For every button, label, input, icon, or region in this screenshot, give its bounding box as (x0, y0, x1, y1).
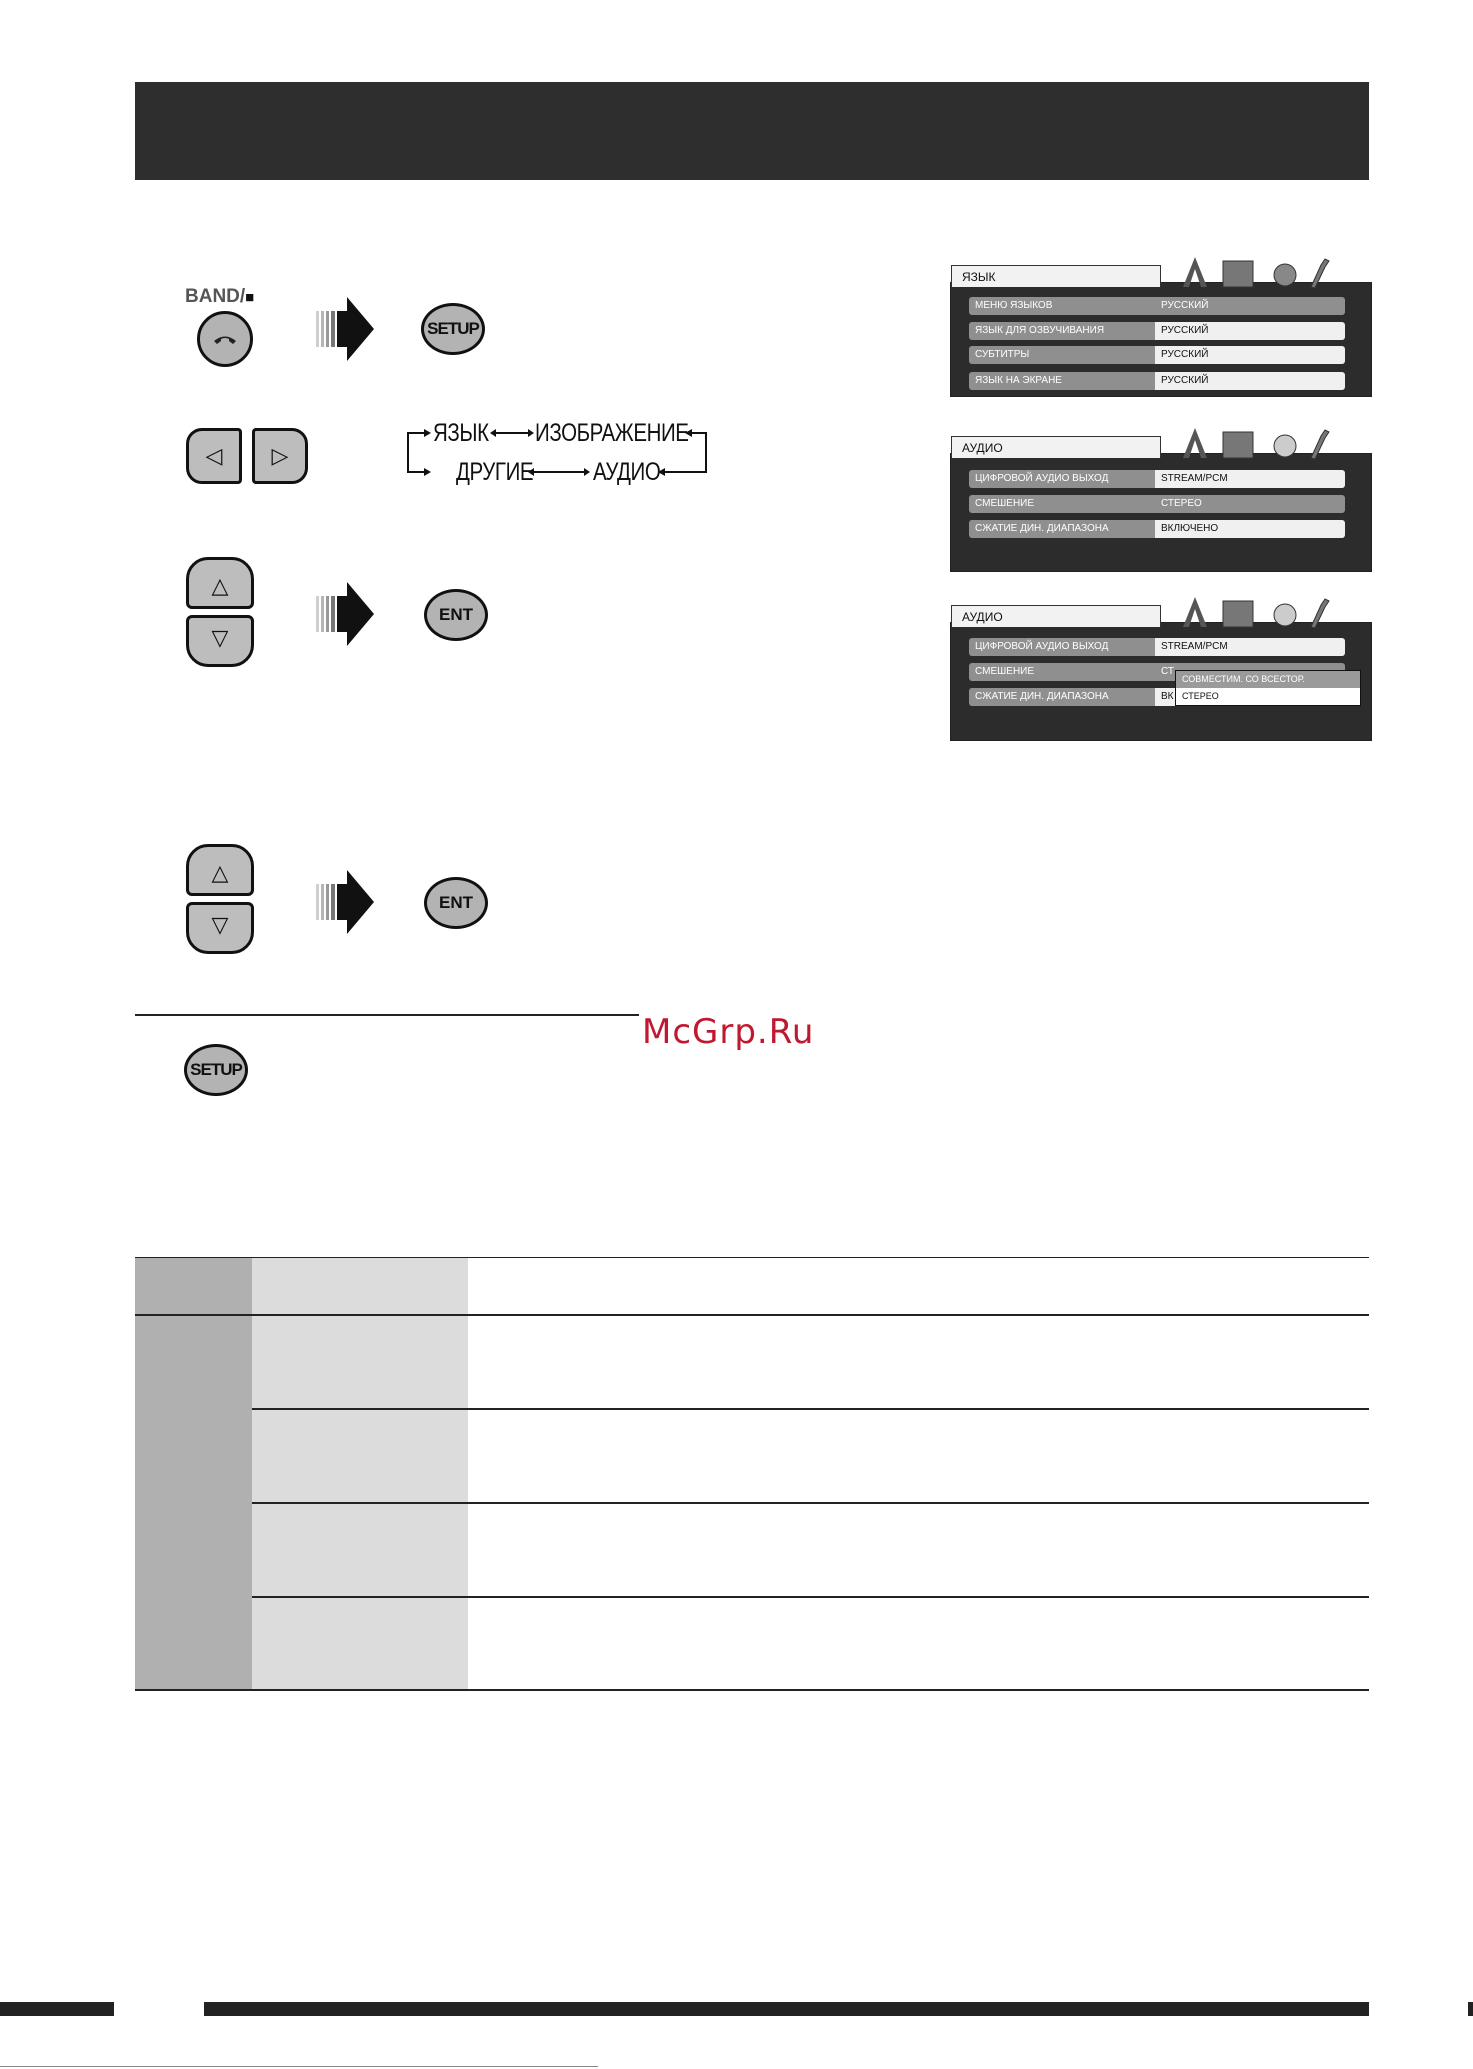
table-rule (252, 1596, 1369, 1598)
osd-row-value: РУССКИЙ (1155, 372, 1345, 390)
table-rule (252, 1408, 1369, 1410)
osd-row[interactable] (969, 638, 1305, 656)
down-triangle-icon: ▽ (211, 625, 229, 650)
osd-row-label: СМЕШЕНИЕ (969, 663, 1155, 681)
osd-row-label: СМЕШЕНИЕ (969, 495, 1155, 513)
stop-icon: ■ (245, 289, 255, 306)
osd-category-icons (1175, 255, 1335, 289)
osd-row[interactable] (969, 495, 1305, 513)
left-key[interactable] (186, 428, 242, 484)
band-label (185, 286, 254, 308)
wrench-icon (1311, 259, 1329, 288)
table-row-label-cell (252, 1410, 468, 1502)
cycle-item-language: ЯЗЫК (433, 419, 489, 447)
setup-label: SETUP (190, 1060, 242, 1079)
up-triangle-icon: △ (211, 860, 229, 885)
dropdown-option[interactable]: СОВМЕСТИМ. СО ВСЕСТОР. (1176, 671, 1360, 688)
footer-bar (0, 2002, 114, 2016)
setup-button[interactable] (421, 303, 485, 355)
enter-label: ENT (439, 605, 473, 624)
band-label-text: BAND/ (185, 286, 246, 307)
osd-row-label: СЖАТИЕ ДИН. ДИАПАЗОНА (969, 688, 1155, 706)
audio-icon (1274, 264, 1296, 286)
left-triangle-icon: ◁ (205, 443, 223, 468)
next-arrow-icon (316, 870, 374, 934)
osd-row-value: РУССКИЙ (1155, 346, 1345, 364)
osd-row-value: СТЕРЕО (1155, 495, 1345, 513)
osd-tab: ЯЗЫК (951, 265, 1161, 287)
language-icon (1183, 597, 1207, 627)
osd-row-value: РУССКИЙ (1155, 322, 1345, 340)
table-header-cell (135, 1258, 252, 1314)
table-rule (135, 1314, 1369, 1316)
osd-row[interactable] (969, 520, 1305, 538)
section-divider (135, 1014, 639, 1016)
osd-category-icons (1175, 426, 1335, 460)
language-icon (1183, 428, 1207, 458)
osd-audio-dropdown-screen (950, 610, 1372, 741)
up-key[interactable] (186, 844, 254, 896)
table-category-cell (135, 1316, 252, 1690)
enter-label: ENT (439, 893, 473, 912)
osd-row-label: ЦИФРОВОЙ АУДИО ВЫХОД (969, 470, 1155, 488)
up-triangle-icon: △ (211, 573, 229, 598)
down-key[interactable] (186, 902, 254, 954)
right-triangle-icon: ▷ (271, 443, 289, 468)
osd-row-label: ЦИФРОВОЙ АУДИО ВЫХОД (969, 638, 1155, 656)
next-arrow-icon (316, 582, 374, 646)
osd-row[interactable] (969, 372, 1305, 390)
osd-row-label: МЕНЮ ЯЗЫКОВ (969, 297, 1155, 315)
down-triangle-icon: ▽ (211, 912, 229, 937)
osd-row-value: СТ (1155, 663, 1345, 681)
table-row-label-cell (252, 1504, 468, 1596)
picture-icon (1223, 601, 1253, 627)
osd-category-icons (1175, 595, 1335, 629)
osd-row-value: ВК (1155, 688, 1345, 706)
right-key[interactable] (252, 428, 308, 484)
osd-row[interactable] (969, 470, 1305, 488)
wrench-icon (1311, 599, 1329, 628)
table-rule (135, 1257, 1369, 1258)
cycle-item-picture: ИЗОБРАЖЕНИЕ (535, 419, 689, 447)
options-dropdown[interactable] (1175, 670, 1361, 706)
osd-tab: АУДИО (951, 605, 1161, 627)
footer-rule (0, 2066, 598, 2067)
osd-row[interactable] (969, 322, 1305, 340)
osd-row-label: СУБТИТРЫ (969, 346, 1155, 364)
osd-row-label: ЯЗЫК НА ЭКРАНЕ (969, 372, 1155, 390)
wrench-icon (1311, 430, 1329, 459)
table-rule (135, 1689, 1369, 1691)
osd-language-screen (950, 270, 1372, 397)
audio-icon (1274, 435, 1296, 457)
osd-row-label: СЖАТИЕ ДИН. ДИАПАЗОНА (969, 520, 1155, 538)
osd-tab: АУДИО (951, 436, 1161, 458)
cycle-item-other: ДРУГИЕ (456, 458, 534, 486)
table-row-label-cell (252, 1316, 468, 1408)
osd-row[interactable] (969, 297, 1305, 315)
enter-button[interactable] (424, 589, 488, 641)
band-button[interactable] (197, 311, 253, 367)
table-header-cell (252, 1258, 468, 1314)
osd-row-label: ЯЗЫК ДЛЯ ОЗВУЧИВАНИЯ (969, 322, 1155, 340)
osd-row-value: STREAM/PCM (1155, 638, 1345, 656)
osd-row-value: РУССКИЙ (1155, 297, 1345, 315)
footer-bar (204, 2002, 1369, 2016)
picture-icon (1223, 261, 1253, 287)
setup-button[interactable] (184, 1044, 248, 1096)
watermark: McGrp.Ru (642, 1012, 815, 1052)
audio-icon (1274, 604, 1296, 626)
phone-hangup-icon (212, 332, 238, 346)
dropdown-option[interactable]: СТЕРЕО (1182, 691, 1219, 701)
osd-row-value: STREAM/PCM (1155, 470, 1345, 488)
table-row-label-cell (252, 1598, 468, 1690)
footer-bar (1468, 2002, 1473, 2016)
next-arrow-icon (316, 297, 374, 361)
osd-row-value: ВКЛЮЧЕНО (1155, 520, 1345, 538)
picture-icon (1223, 432, 1253, 458)
osd-audio-screen (950, 441, 1372, 572)
down-key[interactable] (186, 615, 254, 667)
up-key[interactable] (186, 557, 254, 609)
setup-label: SETUP (427, 319, 479, 338)
table-rule (252, 1502, 1369, 1504)
enter-button[interactable] (424, 877, 488, 929)
header-bar (135, 82, 1369, 180)
cycle-item-audio: АУДИО (593, 458, 661, 486)
language-icon (1183, 257, 1207, 287)
osd-row[interactable] (969, 346, 1305, 364)
